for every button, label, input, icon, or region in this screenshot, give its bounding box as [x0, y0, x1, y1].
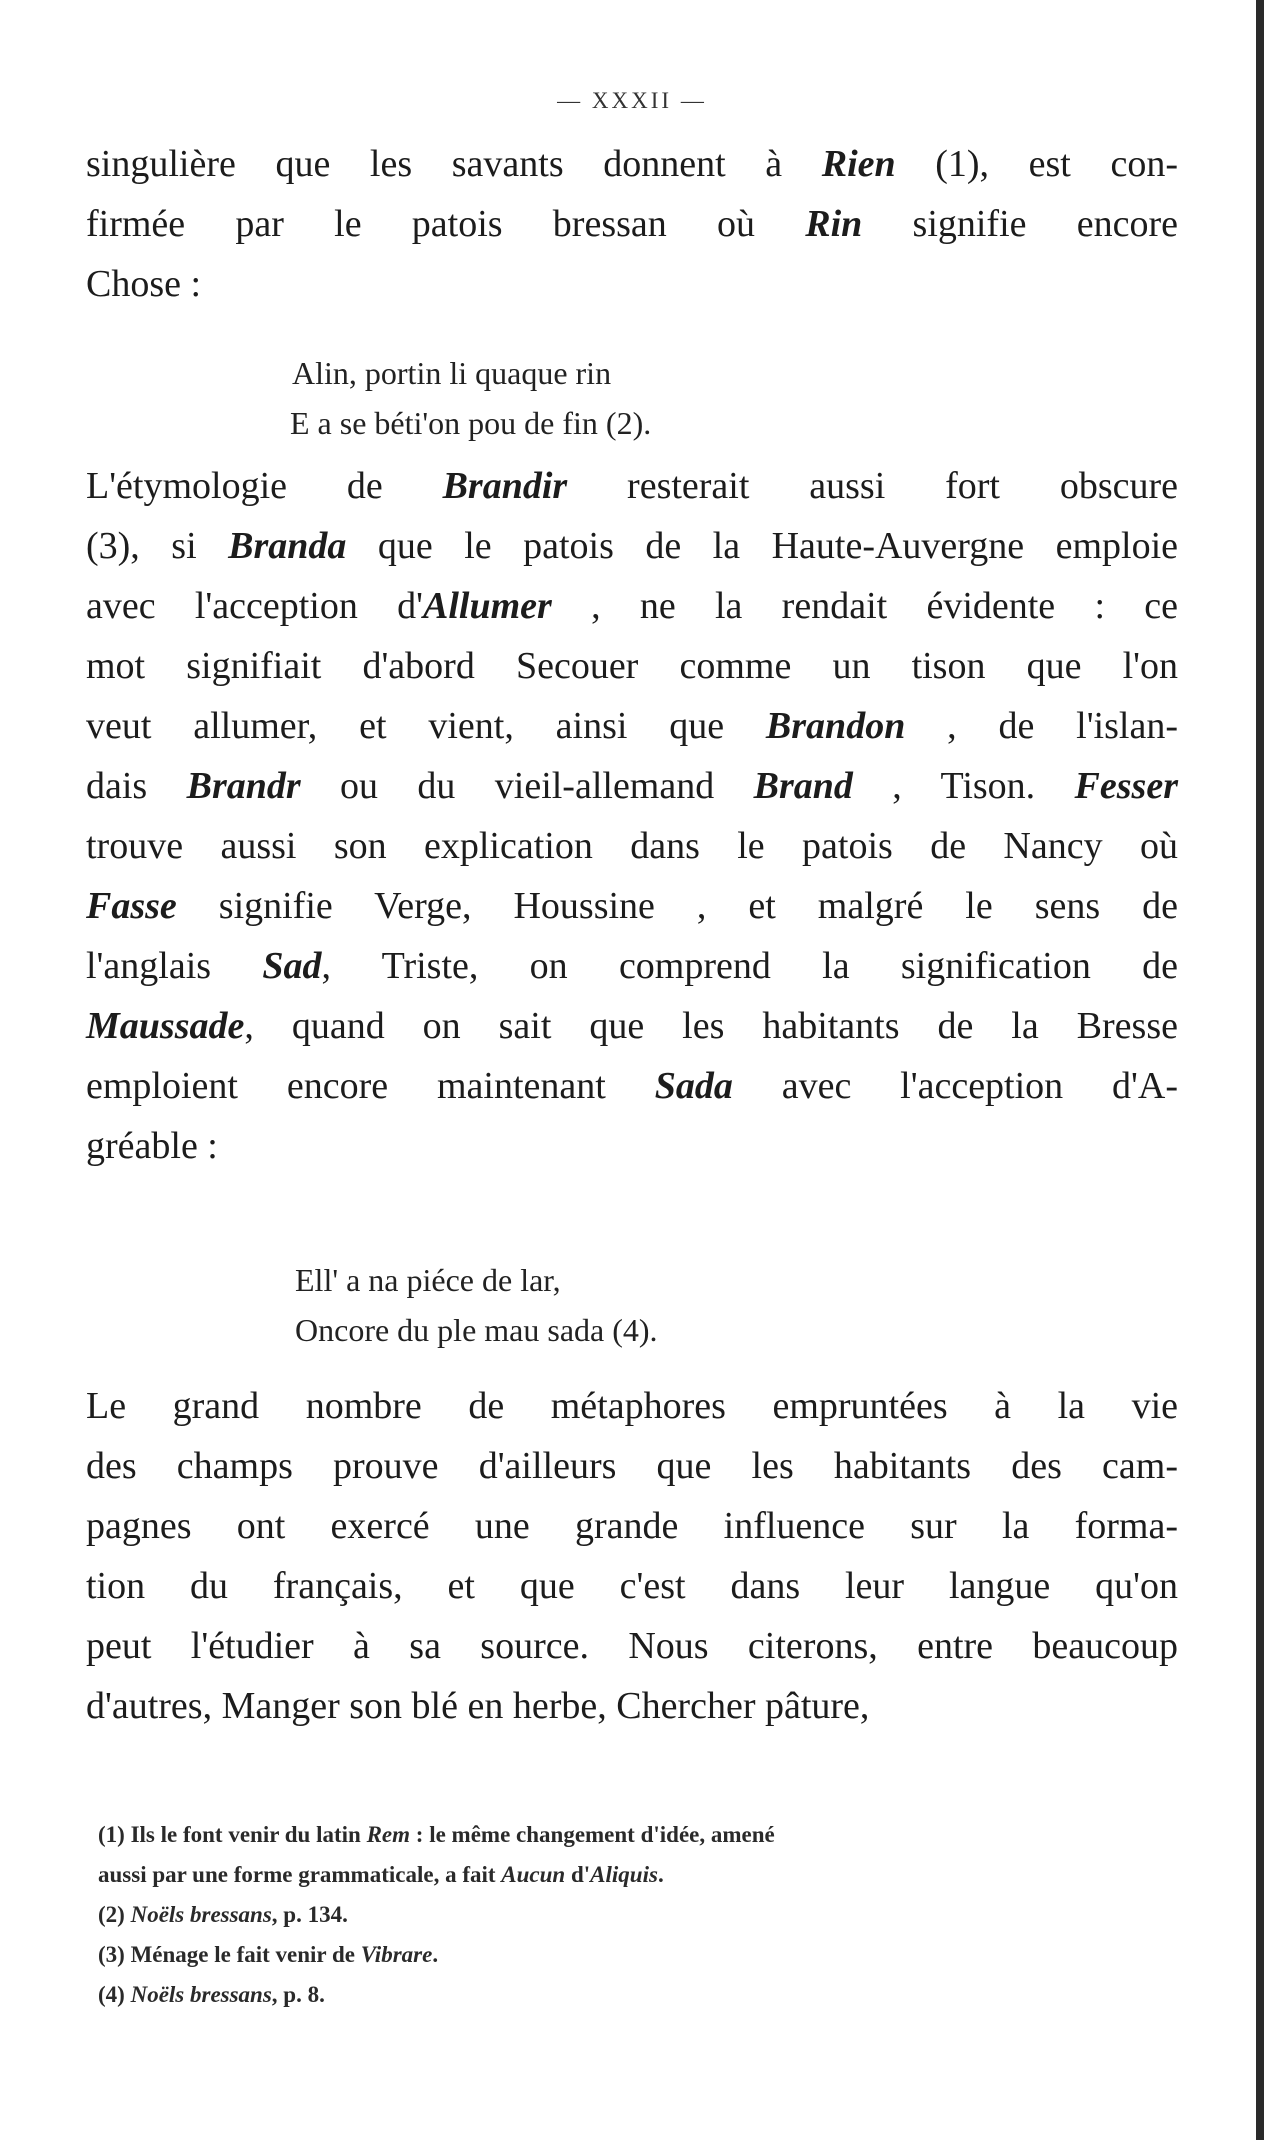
italic-word: Allumer: [422, 585, 552, 627]
text-line: [86, 1616, 1178, 1676]
italic-word: Sada: [654, 1065, 733, 1107]
text-run: singulière que les savants donnent à: [86, 143, 822, 185]
text-run: d': [565, 1862, 591, 1887]
italic-word: Rem: [366, 1822, 411, 1847]
text-run: , p. 134.: [271, 1902, 348, 1927]
text-run: (3) Ménage le fait venir de: [98, 1942, 361, 1967]
text-run: mot signifiait d'abord Secouer comme un tison que l'on: [86, 645, 1178, 687]
footnote-line: [98, 1855, 1198, 1895]
text-run: ou du vieil-allemand: [300, 765, 754, 807]
italic-word: Fasse: [86, 885, 177, 927]
text-run: trouve aussi son explication dans le patois de Nancy où: [86, 825, 1178, 867]
footnote-line: [98, 1815, 1198, 1855]
text-line: [86, 1376, 1178, 1436]
text-run: veut allumer, et vient, ainsi que: [86, 705, 766, 747]
text-run: .: [432, 1942, 439, 1967]
italic-word: Aliquis: [590, 1862, 658, 1887]
text-run: , quand on sait que les habitants de la Bresse: [244, 1005, 1178, 1047]
text-run: signifie encore: [862, 203, 1178, 245]
italic-word: Fesser: [1074, 765, 1178, 807]
footnotes: [98, 1815, 1198, 2015]
text-run: aussi par une forme grammaticale, a fait: [98, 1862, 502, 1887]
verse-line: E a se béti'on pou de fin (2).: [290, 405, 652, 441]
text-run: , ne la rendait évidente : ce: [551, 585, 1179, 627]
text-run: peut l'étudier à sa source. Nous citerons, entre beaucoup: [86, 1625, 1178, 1667]
text-line: [86, 1436, 1178, 1496]
italic-word: Sad: [262, 945, 322, 987]
text-line: [86, 876, 1178, 936]
text-run: .: [657, 1862, 664, 1887]
text-run: (1) Ils le font venir du latin: [98, 1822, 367, 1847]
footnote-line: [98, 1935, 1198, 1975]
text-run: : le même changement d'idée, amené: [410, 1822, 775, 1847]
text-run: d'autres, Manger son blé en herbe, Chercher pâture,: [86, 1685, 870, 1727]
verse-1: [292, 348, 651, 448]
text-line: [86, 1676, 1178, 1736]
footnote-line: [98, 1975, 1198, 2015]
text-run: Chose :: [86, 263, 202, 305]
page-number: — XXXII —: [557, 88, 707, 113]
text-line: [86, 696, 1178, 756]
text-line: [86, 194, 1178, 254]
footnote-line: [98, 1895, 1198, 1935]
italic-word: Rin: [805, 203, 863, 245]
text-run: (2): [98, 1902, 131, 1927]
verse-line: Ell' a na piéce de lar,: [295, 1262, 561, 1298]
italic-word: Noëls bressans: [130, 1902, 272, 1927]
text-line: [86, 996, 1178, 1056]
text-run: (1), est con-: [895, 143, 1178, 185]
text-line: [86, 516, 1178, 576]
text-run: tion du français, et que c'est dans leur langue qu'on: [86, 1565, 1178, 1607]
text-run: Le grand nombre de métaphores empruntées à la vie: [86, 1385, 1178, 1427]
paragraph-1: [86, 134, 1178, 314]
text-run: des champs prouve d'ailleurs que les habitants des cam-: [86, 1445, 1178, 1487]
text-run: , Triste, on comprend la signification de: [321, 945, 1178, 987]
text-line: [86, 1056, 1178, 1116]
text-run: (3), si: [86, 525, 229, 567]
text-run: avec l'acception d': [86, 585, 423, 627]
text-line: [86, 636, 1178, 696]
text-run: l'anglais: [86, 945, 263, 987]
paragraph-3: [86, 1376, 1178, 1736]
verse-line: Alin, portin li quaque rin: [292, 355, 612, 391]
text-line: [86, 576, 1178, 636]
text-run: L'étymologie de: [86, 465, 443, 507]
text-run: pagnes ont exercé une grande influence sur la forma-: [86, 1505, 1178, 1547]
italic-word: Maussade: [86, 1005, 245, 1047]
italic-word: Branda: [228, 525, 347, 567]
text-run: emploient encore maintenant: [86, 1065, 655, 1107]
text-run: gréable :: [86, 1125, 218, 1167]
text-line: [86, 936, 1178, 996]
text-run: avec l'acception d'A-: [732, 1065, 1178, 1107]
italic-word: Noëls bressans: [130, 1982, 272, 2007]
text-line: [86, 756, 1178, 816]
text-line: [86, 1116, 1178, 1176]
italic-word: Brandr: [186, 765, 301, 807]
text-line: [86, 1556, 1178, 1616]
italic-word: Brandon: [765, 705, 906, 747]
text-run: , Tison.: [852, 765, 1075, 807]
text-run: firmée par le patois bressan où: [86, 203, 806, 245]
paragraph-2: [86, 456, 1178, 1176]
text-run: dais: [86, 765, 187, 807]
italic-word: Aucun: [501, 1862, 566, 1887]
text-run: , de l'islan-: [905, 705, 1178, 747]
text-run: (4): [98, 1982, 131, 2007]
text-run: que le patois de la Haute-Auvergne emploie: [346, 525, 1178, 567]
text-line: [86, 456, 1178, 516]
text-line: [86, 816, 1178, 876]
text-line: [86, 134, 1178, 194]
italic-word: Brand: [753, 765, 853, 807]
italic-word: Vibrare: [360, 1942, 433, 1967]
text-line: [86, 254, 1178, 314]
verse-line: Oncore du ple mau sada (4).: [295, 1312, 658, 1348]
italic-word: Brandir: [442, 465, 568, 507]
verse-2: [295, 1255, 658, 1355]
text-line: [86, 1496, 1178, 1556]
italic-word: Rien: [821, 143, 896, 185]
page-edge-shadow: [1256, 0, 1264, 2140]
text-run: , p. 8.: [271, 1982, 325, 2007]
text-run: signifie Verge, Houssine , et malgré le sens de: [176, 885, 1178, 927]
text-run: resterait aussi fort obscure: [567, 465, 1178, 507]
